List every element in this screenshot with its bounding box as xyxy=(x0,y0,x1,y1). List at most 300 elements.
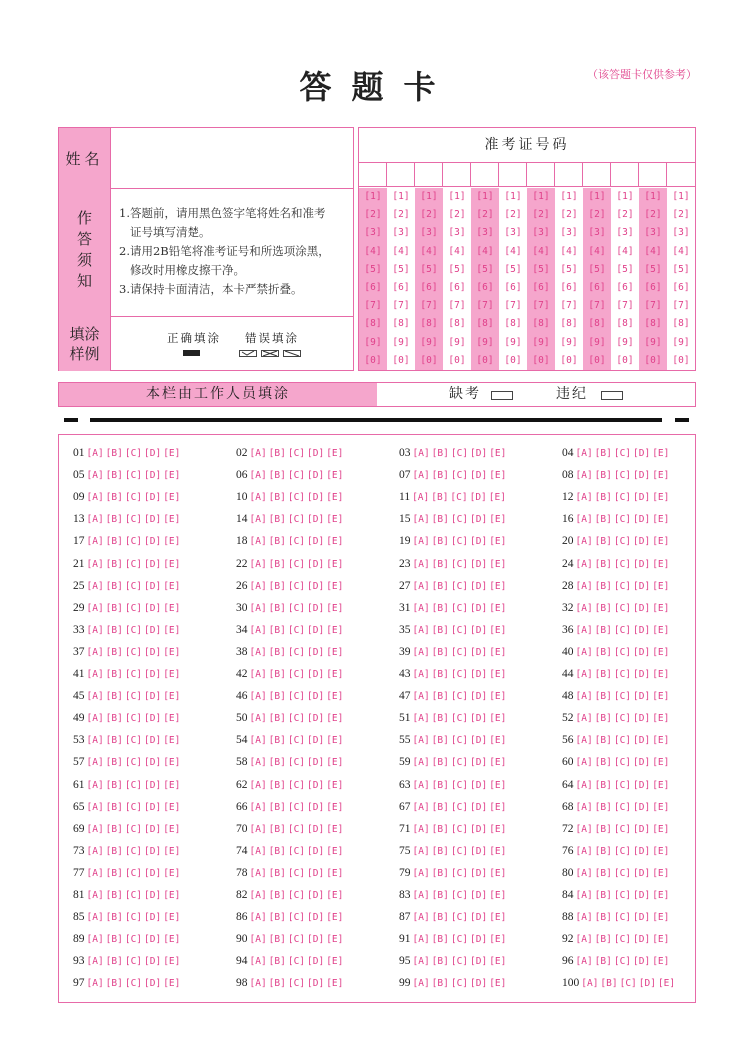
answer-option-a[interactable]: [A] xyxy=(575,845,593,857)
answer-option-c[interactable]: [C] xyxy=(450,867,469,879)
id-digit-bubble[interactable]: [3] xyxy=(420,227,438,239)
answer-option-e[interactable]: [E] xyxy=(652,845,670,857)
answer-option-b[interactable]: [B] xyxy=(594,536,612,548)
answer-option-c[interactable]: [C] xyxy=(450,779,469,791)
id-digit-bubble[interactable]: [0] xyxy=(392,354,410,366)
answer-option-b[interactable]: [B] xyxy=(594,867,612,879)
answer-option-c[interactable]: [C] xyxy=(124,801,143,813)
answer-option-b[interactable]: [B] xyxy=(268,669,286,680)
answer-option-a[interactable]: [A] xyxy=(249,757,267,769)
absent-checkbox[interactable] xyxy=(491,391,513,400)
answer-option-b[interactable]: [B] xyxy=(105,956,123,968)
id-digit-bubble[interactable]: [4] xyxy=(560,245,578,257)
answer-option-d[interactable]: [D] xyxy=(144,978,162,990)
answer-option-b[interactable]: [B] xyxy=(268,845,286,857)
answer-option-b[interactable]: [B] xyxy=(105,646,123,658)
answer-option-c[interactable]: [C] xyxy=(287,492,306,504)
answer-option-c[interactable]: [C] xyxy=(287,912,306,924)
id-digit-bubble[interactable]: [4] xyxy=(504,245,522,257)
answer-option-c[interactable]: [C] xyxy=(613,514,632,526)
answer-option-b[interactable]: [B] xyxy=(268,624,286,636)
answer-option-a[interactable]: [A] xyxy=(86,602,104,614)
id-digit-bubble[interactable]: [0] xyxy=(420,354,438,366)
answer-option-e[interactable]: [E] xyxy=(489,536,507,548)
answer-option-a[interactable]: [A] xyxy=(86,912,104,924)
answer-option-d[interactable]: [D] xyxy=(144,779,162,791)
id-digit-bubble[interactable]: [1] xyxy=(448,191,466,202)
answer-option-b[interactable]: [B] xyxy=(594,735,612,747)
answer-option-e[interactable]: [E] xyxy=(489,779,507,791)
answer-option-c[interactable]: [C] xyxy=(287,602,306,614)
answer-option-c[interactable]: [C] xyxy=(613,669,632,680)
answer-option-d[interactable]: [D] xyxy=(470,735,488,747)
id-digit-bubble[interactable]: [8] xyxy=(448,318,466,330)
answer-option-e[interactable]: [E] xyxy=(652,558,670,570)
id-digit-bubble[interactable]: [8] xyxy=(616,318,634,330)
answer-option-c[interactable]: [C] xyxy=(450,713,469,725)
answer-option-c[interactable]: [C] xyxy=(450,823,469,835)
id-digit-bubble[interactable]: [0] xyxy=(364,354,382,366)
answer-option-c[interactable]: [C] xyxy=(124,470,143,482)
id-digit-bubble[interactable]: [5] xyxy=(504,263,522,275)
answer-option-a[interactable]: [A] xyxy=(249,448,267,459)
answer-option-b[interactable]: [B] xyxy=(431,978,449,990)
id-digit-bubble[interactable]: [1] xyxy=(560,191,578,202)
answer-option-b[interactable]: [B] xyxy=(268,536,286,548)
answer-option-a[interactable]: [A] xyxy=(575,912,593,924)
answer-option-d[interactable]: [D] xyxy=(307,890,325,901)
answer-option-b[interactable]: [B] xyxy=(268,823,286,835)
answer-option-a[interactable]: [A] xyxy=(249,867,267,879)
answer-option-a[interactable]: [A] xyxy=(575,890,593,901)
answer-option-e[interactable]: [E] xyxy=(326,890,344,901)
answer-option-e[interactable]: [E] xyxy=(652,691,670,703)
answer-option-a[interactable]: [A] xyxy=(412,624,430,636)
answer-option-b[interactable]: [B] xyxy=(105,691,123,703)
answer-option-e[interactable]: [E] xyxy=(489,890,507,901)
id-digit-bubble[interactable]: [4] xyxy=(476,245,494,257)
answer-option-c[interactable]: [C] xyxy=(124,956,143,968)
answer-option-c[interactable]: [C] xyxy=(287,536,306,548)
answer-option-d[interactable]: [D] xyxy=(633,757,651,769)
answer-option-d[interactable]: [D] xyxy=(307,823,325,835)
answer-option-a[interactable]: [A] xyxy=(575,470,593,482)
answer-option-b[interactable]: [B] xyxy=(431,823,449,835)
id-write-cell[interactable] xyxy=(415,162,443,186)
answer-option-b[interactable]: [B] xyxy=(431,845,449,857)
answer-option-a[interactable]: [A] xyxy=(86,580,104,592)
answer-option-a[interactable]: [A] xyxy=(581,978,599,990)
answer-option-e[interactable]: [E] xyxy=(163,845,181,857)
answer-option-b[interactable]: [B] xyxy=(105,757,123,769)
answer-option-c[interactable]: [C] xyxy=(450,691,469,703)
answer-option-e[interactable]: [E] xyxy=(163,978,181,990)
answer-option-a[interactable]: [A] xyxy=(412,669,430,680)
answer-option-a[interactable]: [A] xyxy=(249,602,267,614)
answer-option-b[interactable]: [B] xyxy=(268,691,286,703)
id-digit-bubble[interactable]: [8] xyxy=(588,318,606,330)
answer-option-b[interactable]: [B] xyxy=(594,823,612,835)
answer-option-a[interactable]: [A] xyxy=(575,646,593,658)
answer-option-b[interactable]: [B] xyxy=(268,646,286,658)
id-digit-bubble[interactable]: [3] xyxy=(672,227,690,239)
answer-option-b[interactable]: [B] xyxy=(594,691,612,703)
answer-option-e[interactable]: [E] xyxy=(163,514,181,526)
answer-option-d[interactable]: [D] xyxy=(307,646,325,658)
answer-option-d[interactable]: [D] xyxy=(144,514,162,526)
answer-option-b[interactable]: [B] xyxy=(594,956,612,968)
answer-option-a[interactable]: [A] xyxy=(249,514,267,526)
answer-option-e[interactable]: [E] xyxy=(163,823,181,835)
answer-option-a[interactable]: [A] xyxy=(575,823,593,835)
answer-option-c[interactable]: [C] xyxy=(613,580,632,592)
answer-option-a[interactable]: [A] xyxy=(249,669,267,680)
answer-option-a[interactable]: [A] xyxy=(575,934,593,946)
answer-option-c[interactable]: [C] xyxy=(613,934,632,946)
answer-option-d[interactable]: [D] xyxy=(633,867,651,879)
answer-option-e[interactable]: [E] xyxy=(163,536,181,548)
answer-option-c[interactable]: [C] xyxy=(124,558,143,570)
answer-option-a[interactable]: [A] xyxy=(86,514,104,526)
answer-option-d[interactable]: [D] xyxy=(633,735,651,747)
answer-option-b[interactable]: [B] xyxy=(268,580,286,592)
answer-option-c[interactable]: [C] xyxy=(613,779,632,791)
id-digit-bubble[interactable]: [5] xyxy=(532,263,550,275)
answer-option-c[interactable]: [C] xyxy=(613,845,632,857)
answer-option-d[interactable]: [D] xyxy=(307,602,325,614)
answer-option-e[interactable]: [E] xyxy=(489,448,507,459)
answer-option-b[interactable]: [B] xyxy=(268,757,286,769)
answer-option-e[interactable]: [E] xyxy=(326,558,344,570)
answer-option-d[interactable]: [D] xyxy=(307,845,325,857)
answer-option-c[interactable]: [C] xyxy=(124,646,143,658)
answer-option-a[interactable]: [A] xyxy=(249,735,267,747)
answer-option-a[interactable]: [A] xyxy=(412,801,430,813)
answer-option-b[interactable]: [B] xyxy=(431,669,449,680)
id-digit-bubble[interactable]: [2] xyxy=(476,209,494,221)
id-digit-bubble[interactable]: [4] xyxy=(392,245,410,257)
answer-option-a[interactable]: [A] xyxy=(249,558,267,570)
answer-option-a[interactable]: [A] xyxy=(575,669,593,680)
answer-option-c[interactable]: [C] xyxy=(613,801,632,813)
answer-option-a[interactable]: [A] xyxy=(575,757,593,769)
answer-option-e[interactable]: [E] xyxy=(326,867,344,879)
answer-option-c[interactable]: [C] xyxy=(450,912,469,924)
answer-option-a[interactable]: [A] xyxy=(249,978,267,990)
answer-option-b[interactable]: [B] xyxy=(268,448,286,459)
id-digit-bubble[interactable]: [3] xyxy=(644,227,662,239)
answer-option-d[interactable]: [D] xyxy=(144,757,162,769)
answer-option-e[interactable]: [E] xyxy=(489,691,507,703)
id-digit-bubble[interactable]: [0] xyxy=(644,354,662,366)
answer-option-b[interactable]: [B] xyxy=(268,779,286,791)
answer-option-e[interactable]: [E] xyxy=(489,646,507,658)
answer-option-a[interactable]: [A] xyxy=(412,978,430,990)
answer-option-b[interactable]: [B] xyxy=(105,890,123,901)
answer-option-a[interactable]: [A] xyxy=(249,536,267,548)
answer-option-c[interactable]: [C] xyxy=(450,448,469,459)
violation-checkbox[interactable] xyxy=(601,391,623,400)
answer-option-b[interactable]: [B] xyxy=(431,757,449,769)
answer-option-d[interactable]: [D] xyxy=(633,602,651,614)
id-write-cell[interactable] xyxy=(443,162,471,186)
id-digit-bubble[interactable]: [8] xyxy=(644,318,662,330)
answer-option-e[interactable]: [E] xyxy=(326,646,344,658)
answer-option-e[interactable]: [E] xyxy=(489,978,507,990)
answer-option-d[interactable]: [D] xyxy=(633,845,651,857)
answer-option-c[interactable]: [C] xyxy=(450,470,469,482)
answer-option-d[interactable]: [D] xyxy=(144,912,162,924)
answer-option-d[interactable]: [D] xyxy=(144,448,162,459)
answer-option-d[interactable]: [D] xyxy=(144,713,162,725)
answer-option-b[interactable]: [B] xyxy=(594,845,612,857)
answer-option-d[interactable]: [D] xyxy=(633,580,651,592)
answer-option-e[interactable]: [E] xyxy=(652,470,670,482)
answer-option-a[interactable]: [A] xyxy=(412,956,430,968)
answer-option-b[interactable]: [B] xyxy=(105,448,123,459)
answer-option-d[interactable]: [D] xyxy=(144,492,162,504)
answer-option-a[interactable]: [A] xyxy=(86,492,104,504)
answer-option-e[interactable]: [E] xyxy=(163,934,181,946)
answer-option-a[interactable]: [A] xyxy=(86,757,104,769)
answer-option-e[interactable]: [E] xyxy=(652,823,670,835)
answer-option-b[interactable]: [B] xyxy=(431,580,449,592)
id-write-cell[interactable] xyxy=(359,162,387,186)
answer-option-d[interactable]: [D] xyxy=(307,735,325,747)
id-digit-bubble[interactable]: [4] xyxy=(532,245,550,257)
id-digit-bubble[interactable]: [7] xyxy=(644,300,662,312)
id-digit-bubble[interactable]: [7] xyxy=(532,300,550,312)
id-digit-bubble[interactable]: [2] xyxy=(392,209,410,221)
answer-option-b[interactable]: [B] xyxy=(268,713,286,725)
id-write-cell[interactable] xyxy=(639,162,667,186)
answer-option-e[interactable]: [E] xyxy=(326,580,344,592)
answer-option-d[interactable]: [D] xyxy=(633,558,651,570)
answer-option-e[interactable]: [E] xyxy=(326,713,344,725)
answer-option-d[interactable]: [D] xyxy=(144,934,162,946)
id-digit-bubble[interactable]: [9] xyxy=(532,336,550,348)
id-digit-bubble[interactable]: [5] xyxy=(672,263,690,275)
id-digit-bubble[interactable]: [5] xyxy=(420,263,438,275)
id-digit-bubble[interactable]: [0] xyxy=(672,354,690,366)
id-digit-bubble[interactable]: [2] xyxy=(532,209,550,221)
answer-option-d[interactable]: [D] xyxy=(144,801,162,813)
answer-option-d[interactable]: [D] xyxy=(144,646,162,658)
answer-option-d[interactable]: [D] xyxy=(470,713,488,725)
answer-option-a[interactable]: [A] xyxy=(412,735,430,747)
answer-option-b[interactable]: [B] xyxy=(594,624,612,636)
answer-option-d[interactable]: [D] xyxy=(633,691,651,703)
answer-option-d[interactable]: [D] xyxy=(307,448,325,459)
answer-option-d[interactable]: [D] xyxy=(470,448,488,459)
id-digit-bubble[interactable]: [9] xyxy=(504,336,522,348)
id-write-cell[interactable] xyxy=(527,162,555,186)
answer-option-a[interactable]: [A] xyxy=(249,956,267,968)
id-digit-bubble[interactable]: [3] xyxy=(532,227,550,239)
id-digit-bubble[interactable]: [6] xyxy=(448,281,466,293)
answer-option-b[interactable]: [B] xyxy=(431,779,449,791)
id-digit-bubble[interactable]: [9] xyxy=(420,336,438,348)
answer-option-e[interactable]: [E] xyxy=(163,691,181,703)
answer-option-b[interactable]: [B] xyxy=(105,492,123,504)
answer-option-d[interactable]: [D] xyxy=(470,890,488,901)
answer-option-b[interactable]: [B] xyxy=(431,448,449,459)
answer-option-c[interactable]: [C] xyxy=(287,624,306,636)
answer-option-c[interactable]: [C] xyxy=(287,735,306,747)
answer-option-c[interactable]: [C] xyxy=(613,624,632,636)
answer-option-b[interactable]: [B] xyxy=(105,823,123,835)
answer-option-e[interactable]: [E] xyxy=(652,624,670,636)
answer-option-a[interactable]: [A] xyxy=(249,801,267,813)
answer-option-a[interactable]: [A] xyxy=(412,691,430,703)
answer-option-c[interactable]: [C] xyxy=(450,669,469,680)
answer-option-b[interactable]: [B] xyxy=(105,934,123,946)
answer-option-a[interactable]: [A] xyxy=(412,558,430,570)
answer-option-e[interactable]: [E] xyxy=(652,867,670,879)
answer-option-b[interactable]: [B] xyxy=(431,470,449,482)
id-digit-bubble[interactable]: [8] xyxy=(672,318,690,330)
answer-option-c[interactable]: [C] xyxy=(450,492,468,504)
id-digit-bubble[interactable]: [1] xyxy=(420,191,438,202)
answer-option-a[interactable]: [A] xyxy=(86,801,104,813)
answer-option-c[interactable]: [C] xyxy=(450,934,469,946)
id-digit-bubble[interactable]: [6] xyxy=(532,281,550,293)
answer-option-d[interactable]: [D] xyxy=(144,470,162,482)
answer-option-e[interactable]: [E] xyxy=(652,580,670,592)
answer-option-e[interactable]: [E] xyxy=(163,624,181,636)
answer-option-c[interactable]: [C] xyxy=(124,890,143,901)
id-digit-bubble[interactable]: [4] xyxy=(644,245,662,257)
id-digit-bubble[interactable]: [6] xyxy=(504,281,522,293)
answer-option-d[interactable]: [D] xyxy=(470,580,488,592)
answer-option-b[interactable]: [B] xyxy=(268,514,286,526)
answer-option-d[interactable]: [D] xyxy=(470,669,488,680)
answer-option-d[interactable]: [D] xyxy=(144,558,162,570)
answer-option-b[interactable]: [B] xyxy=(268,978,286,990)
id-digit-bubble[interactable]: [0] xyxy=(476,354,494,366)
answer-option-b[interactable]: [B] xyxy=(431,624,449,636)
answer-option-b[interactable]: [B] xyxy=(105,713,123,725)
answer-option-b[interactable]: [B] xyxy=(594,646,612,658)
answer-option-e[interactable]: [E] xyxy=(163,646,181,658)
answer-option-e[interactable]: [E] xyxy=(163,779,181,791)
answer-option-a[interactable]: [A] xyxy=(412,890,430,901)
answer-option-d[interactable]: [D] xyxy=(633,492,651,504)
answer-option-c[interactable]: [C] xyxy=(124,602,143,614)
answer-option-c[interactable]: [C] xyxy=(613,691,632,703)
answer-option-b[interactable]: [B] xyxy=(268,801,286,813)
answer-option-d[interactable]: [D] xyxy=(633,514,651,526)
answer-option-d[interactable]: [D] xyxy=(144,956,162,968)
answer-option-b[interactable]: [B] xyxy=(431,646,449,658)
id-digit-bubble[interactable]: [3] xyxy=(364,227,382,239)
answer-option-c[interactable]: [C] xyxy=(124,691,143,703)
answer-option-c[interactable]: [C] xyxy=(124,492,143,504)
answer-option-b[interactable]: [B] xyxy=(268,492,286,504)
id-digit-bubble[interactable]: [2] xyxy=(644,209,662,221)
answer-option-a[interactable]: [A] xyxy=(249,646,267,658)
id-write-cell[interactable] xyxy=(499,162,527,186)
answer-option-b[interactable]: [B] xyxy=(431,514,449,526)
answer-option-c[interactable]: [C] xyxy=(124,580,143,592)
id-digit-bubble[interactable]: [8] xyxy=(392,318,410,330)
answer-option-b[interactable]: [B] xyxy=(105,514,123,526)
answer-option-a[interactable]: [A] xyxy=(412,602,430,614)
answer-option-d[interactable]: [D] xyxy=(470,624,488,636)
answer-option-d[interactable]: [D] xyxy=(144,890,162,901)
answer-option-c[interactable]: [C] xyxy=(124,779,143,791)
answer-option-e[interactable]: [E] xyxy=(326,978,344,990)
answer-option-a[interactable]: [A] xyxy=(86,470,104,482)
answer-option-e[interactable]: [E] xyxy=(326,492,344,504)
id-digit-bubble[interactable]: [7] xyxy=(616,300,634,312)
answer-option-c[interactable]: [C] xyxy=(450,580,469,592)
answer-option-b[interactable]: [B] xyxy=(105,624,123,636)
answer-option-c[interactable]: [C] xyxy=(124,845,143,857)
answer-option-a[interactable]: [A] xyxy=(86,691,104,703)
answer-option-c[interactable]: [C] xyxy=(124,934,143,946)
answer-option-d[interactable]: [D] xyxy=(638,978,656,990)
id-digit-bubble[interactable]: [9] xyxy=(364,336,382,348)
answer-option-e[interactable]: [E] xyxy=(652,801,670,813)
id-digit-bubble[interactable]: [0] xyxy=(504,354,522,366)
id-digit-bubble[interactable]: [8] xyxy=(364,318,382,330)
answer-option-c[interactable]: [C] xyxy=(287,691,306,703)
answer-option-e[interactable]: [E] xyxy=(652,779,670,791)
answer-option-b[interactable]: [B] xyxy=(431,801,449,813)
answer-option-c[interactable]: [C] xyxy=(287,757,306,769)
answer-option-d[interactable]: [D] xyxy=(633,823,651,835)
answer-option-d[interactable]: [D] xyxy=(307,713,325,725)
answer-option-e[interactable]: [E] xyxy=(489,934,507,946)
answer-option-c[interactable]: [C] xyxy=(613,757,632,769)
answer-option-b[interactable]: [B] xyxy=(594,448,612,459)
answer-option-b[interactable]: [B] xyxy=(105,669,123,680)
answer-option-a[interactable]: [A] xyxy=(86,934,104,946)
answer-option-b[interactable]: [B] xyxy=(105,735,123,747)
answer-option-b[interactable]: [B] xyxy=(594,558,612,570)
answer-option-e[interactable]: [E] xyxy=(652,757,670,769)
answer-option-a[interactable]: [A] xyxy=(249,934,267,946)
id-digit-bubble[interactable]: [1] xyxy=(504,191,522,202)
answer-option-a[interactable]: [A] xyxy=(412,580,430,592)
answer-option-e[interactable]: [E] xyxy=(163,757,181,769)
answer-option-b[interactable]: [B] xyxy=(268,890,286,901)
answer-option-d[interactable]: [D] xyxy=(470,691,488,703)
id-digit-bubble[interactable]: [1] xyxy=(644,191,662,202)
answer-option-c[interactable]: [C] xyxy=(287,646,306,658)
answer-option-e[interactable]: [E] xyxy=(326,536,344,548)
answer-option-d[interactable]: [D] xyxy=(470,558,488,570)
answer-option-d[interactable]: [D] xyxy=(470,757,488,769)
answer-option-d[interactable]: [D] xyxy=(470,646,488,658)
id-digit-bubble[interactable]: [1] xyxy=(364,191,382,202)
answer-option-c[interactable]: [C] xyxy=(287,669,306,680)
answer-option-d[interactable]: [D] xyxy=(633,890,651,901)
id-digit-bubble[interactable]: [3] xyxy=(504,227,522,239)
answer-option-e[interactable]: [E] xyxy=(652,956,670,968)
answer-option-d[interactable]: [D] xyxy=(144,867,162,879)
answer-option-a[interactable]: [A] xyxy=(249,890,267,901)
answer-option-e[interactable]: [E] xyxy=(326,470,344,482)
answer-option-c[interactable]: [C] xyxy=(287,934,306,946)
answer-option-a[interactable]: [A] xyxy=(249,713,267,725)
answer-option-a[interactable]: [A] xyxy=(86,558,104,570)
answer-option-e[interactable]: [E] xyxy=(489,470,507,482)
answer-option-c[interactable]: [C] xyxy=(124,735,143,747)
answer-option-c[interactable]: [C] xyxy=(613,492,632,504)
answer-option-d[interactable]: [D] xyxy=(307,624,325,636)
